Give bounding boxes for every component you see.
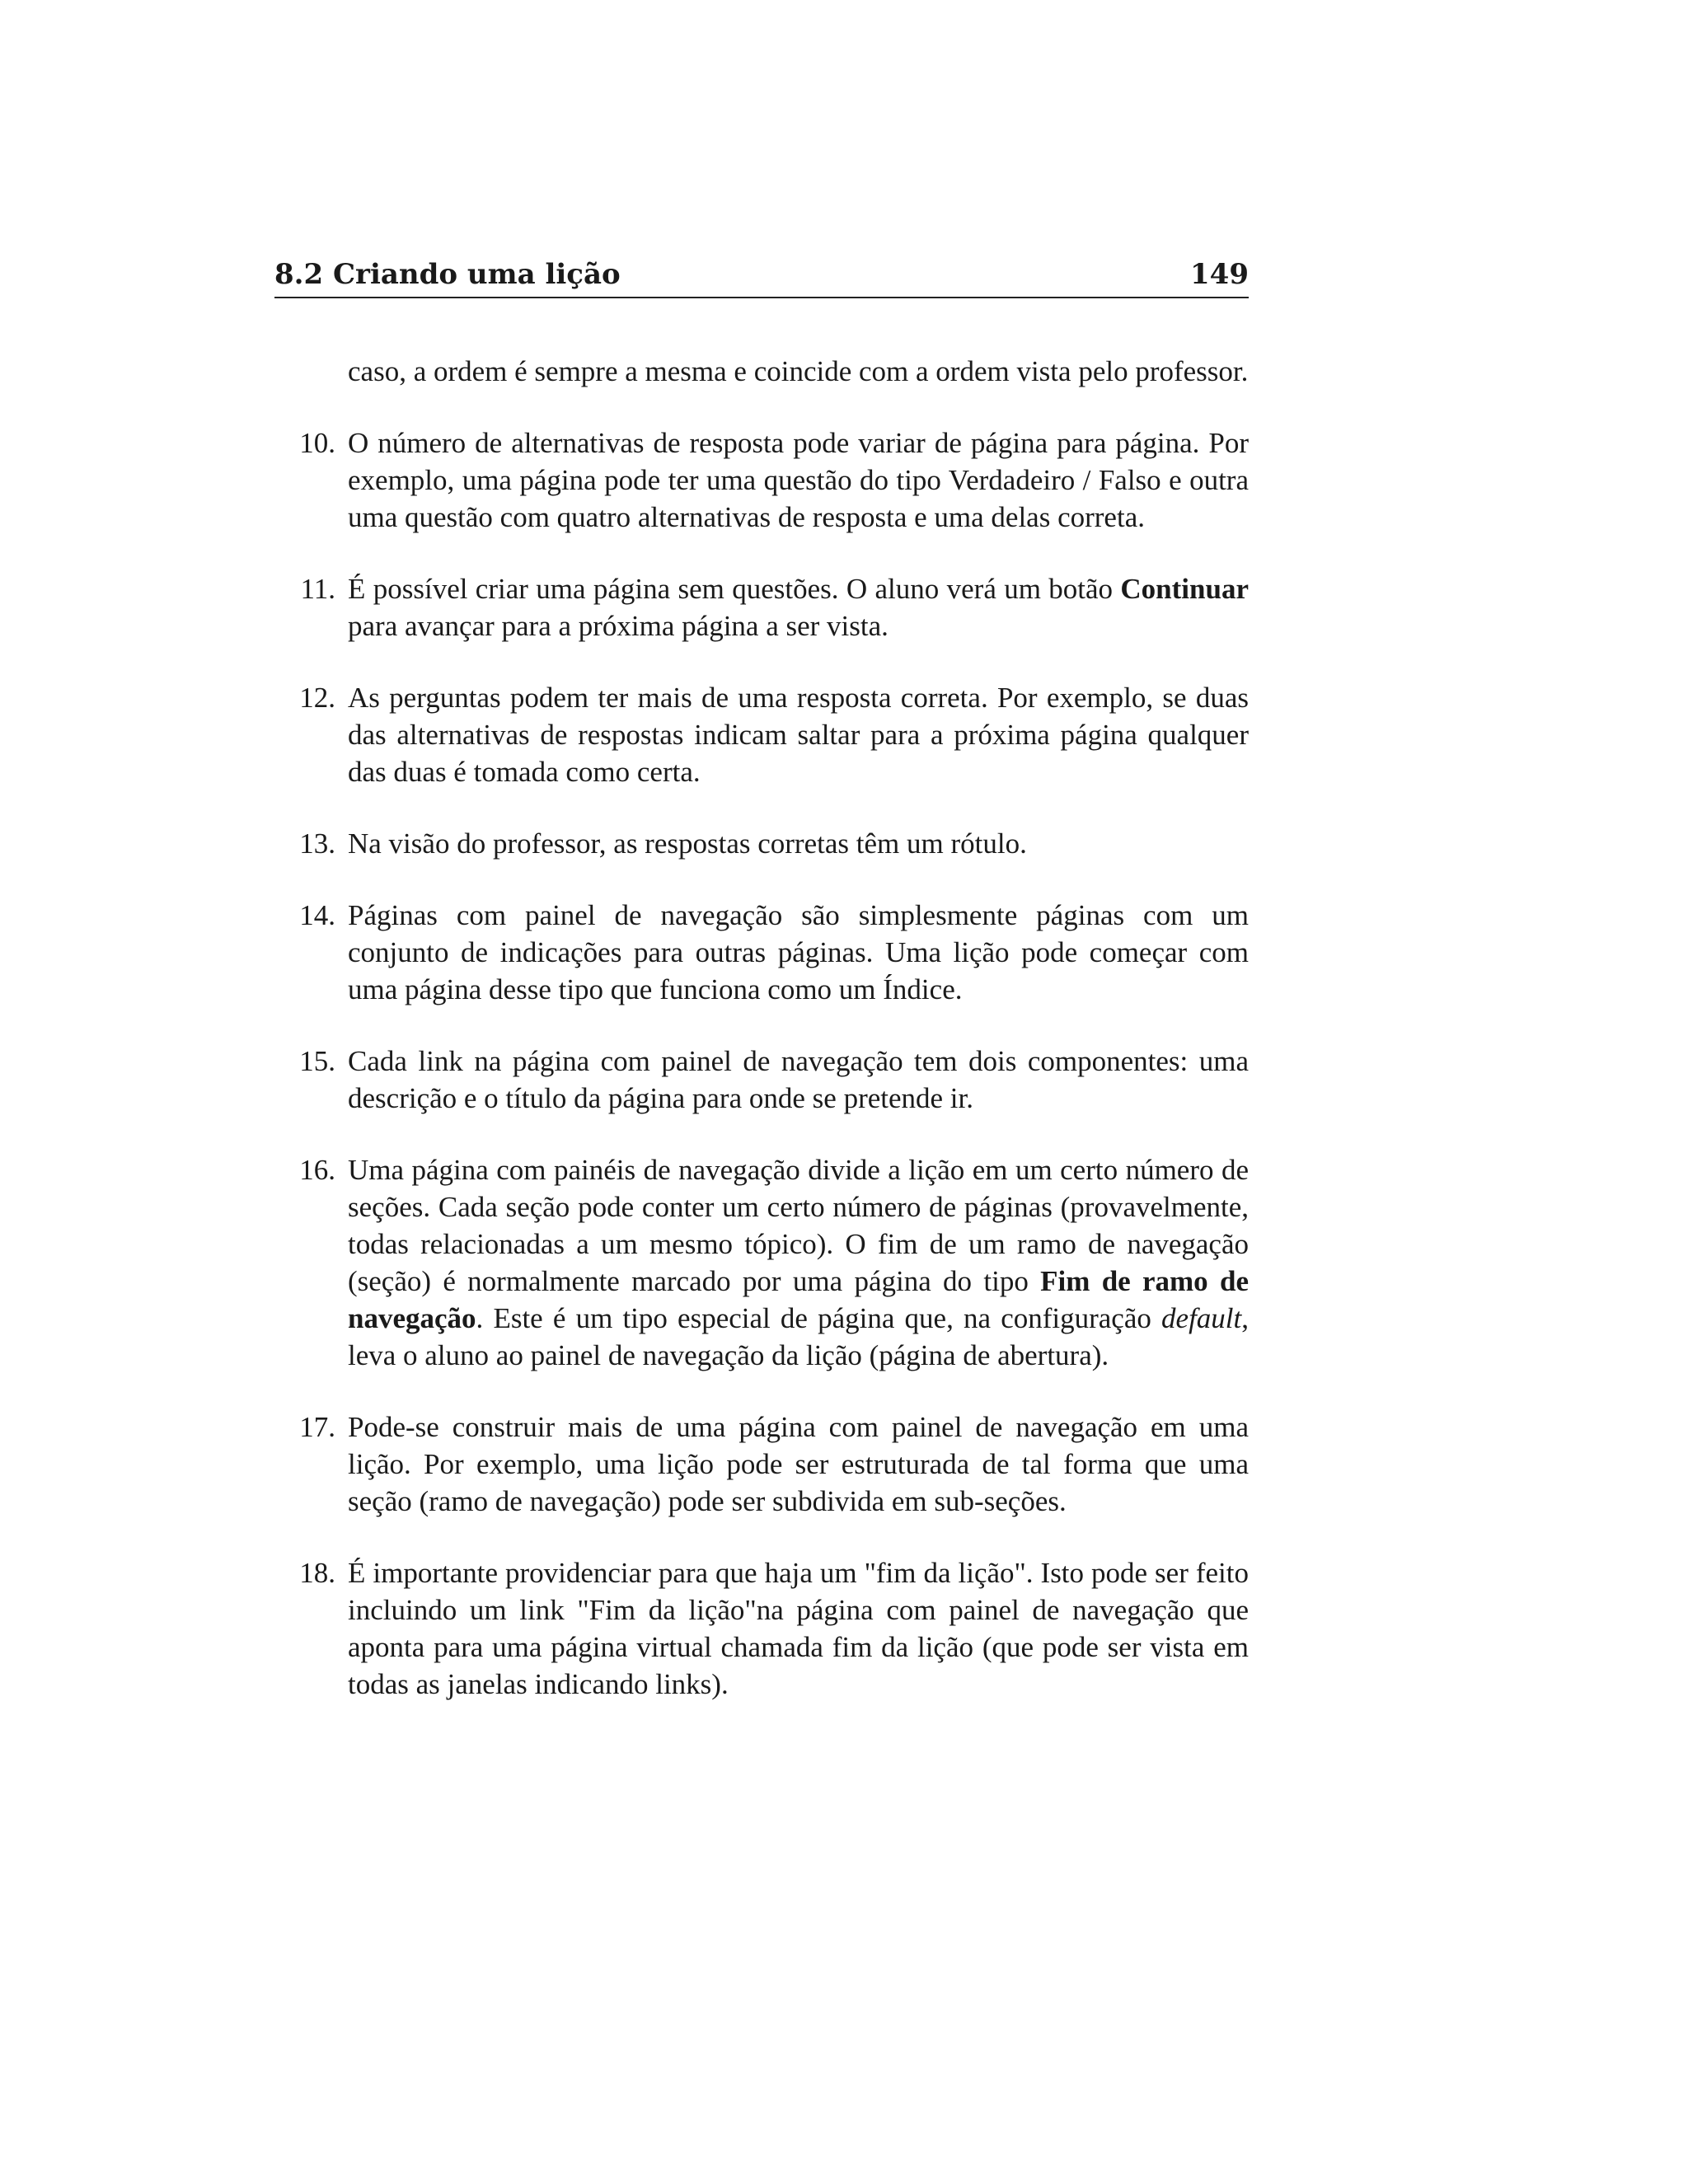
item-text-part: Uma página com painéis de navegação divide a lição em um certo número de seções. Cada seção pode conter um certo número de páginas (provavelmente, todas relacionadas a um mesmo tópico). O fim de um ramo de navegação (seção) é normalmente marcado por uma página do tipo xyxy=(348,1154,1249,1297)
item-text-part: . Este é um tipo especial de página que, na configuração xyxy=(476,1302,1162,1334)
running-header xyxy=(274,257,1249,298)
body-text xyxy=(274,353,1249,1703)
item-text: As perguntas podem ter mais de uma resposta correta. Por exemplo, se duas das alternativas de respostas indicam saltar para a próxima página qualquer das duas é tomada como certa. xyxy=(348,682,1249,788)
item-text xyxy=(348,1151,1249,1374)
item-number: 12. xyxy=(299,682,335,714)
list-item-17 xyxy=(274,1408,1249,1520)
item-number: 11. xyxy=(300,573,335,605)
item-text-part: para avançar para a próxima página a ser vista. xyxy=(348,610,889,642)
list-item-15 xyxy=(274,1043,1249,1117)
item-text: É importante providenciar para que haja um "fim da lição". Isto pode ser feito incluindo um link "Fim da lição"na página com painel de navegação que aponta para uma página virtual chamada fim da lição (que pode ser vista em todas as janelas indicando links). xyxy=(348,1557,1249,1700)
item-number: 10. xyxy=(299,427,335,459)
item-number: 13. xyxy=(299,827,335,860)
item-text-part: É possível criar uma página sem questões. O aluno verá um botão xyxy=(348,573,1121,605)
italic-term-default: default xyxy=(1161,1302,1242,1334)
item-number: 14. xyxy=(299,899,335,931)
item-number: 18. xyxy=(299,1557,335,1589)
item-number: 17. xyxy=(299,1411,335,1443)
list-item-13 xyxy=(274,825,1249,862)
item-text-part: , leva o aluno ao painel de navegação da lição (página de abertura). xyxy=(348,1302,1249,1371)
item-text: O número de alternativas de resposta pode variar de página para página. Por exemplo, uma página pode ter uma questão do tipo Verdadeiro / Falso e outra uma questão com quatro alternativas de resposta e uma delas correta. xyxy=(348,427,1249,533)
item-number: 15. xyxy=(299,1045,335,1077)
continuation-paragraph: caso, a ordem é sempre a mesma e coincide com a ordem vista pelo professor. xyxy=(348,355,1249,387)
list-item-18 xyxy=(274,1554,1249,1703)
item-text: Pode-se construir mais de uma página com painel de navegação em uma lição. Por exemplo, uma lição pode ser estruturada de tal forma que uma seção (ramo de navegação) pode ser subdivida em sub-seções. xyxy=(348,1411,1249,1517)
list-item-10 xyxy=(274,424,1249,536)
item-text: Na visão do professor, as respostas corretas têm um rótulo. xyxy=(348,827,1027,860)
list-item-11 xyxy=(274,570,1249,644)
item-text: Cada link na página com painel de navegação tem dois componentes: uma descrição e o título da página para onde se pretende ir. xyxy=(348,1045,1249,1114)
item-text: Páginas com painel de navegação são simplesmente páginas com um conjunto de indicações para outras páginas. Uma lição pode começar com uma página desse tipo que funciona como um Índice. xyxy=(348,899,1249,1005)
bold-term-continuar: Continuar xyxy=(1120,573,1249,605)
item-text xyxy=(348,570,1249,644)
item-number: 16. xyxy=(299,1154,335,1186)
list-item-12 xyxy=(274,679,1249,790)
list-item-14 xyxy=(274,897,1249,1008)
section-title: 8.2 Criando uma lição xyxy=(274,258,621,291)
bold-term-fim-de-ramo: Fim de ramo de navegação xyxy=(348,1265,1249,1334)
page-number: 149 xyxy=(1190,258,1249,291)
list-item-16 xyxy=(274,1151,1249,1374)
